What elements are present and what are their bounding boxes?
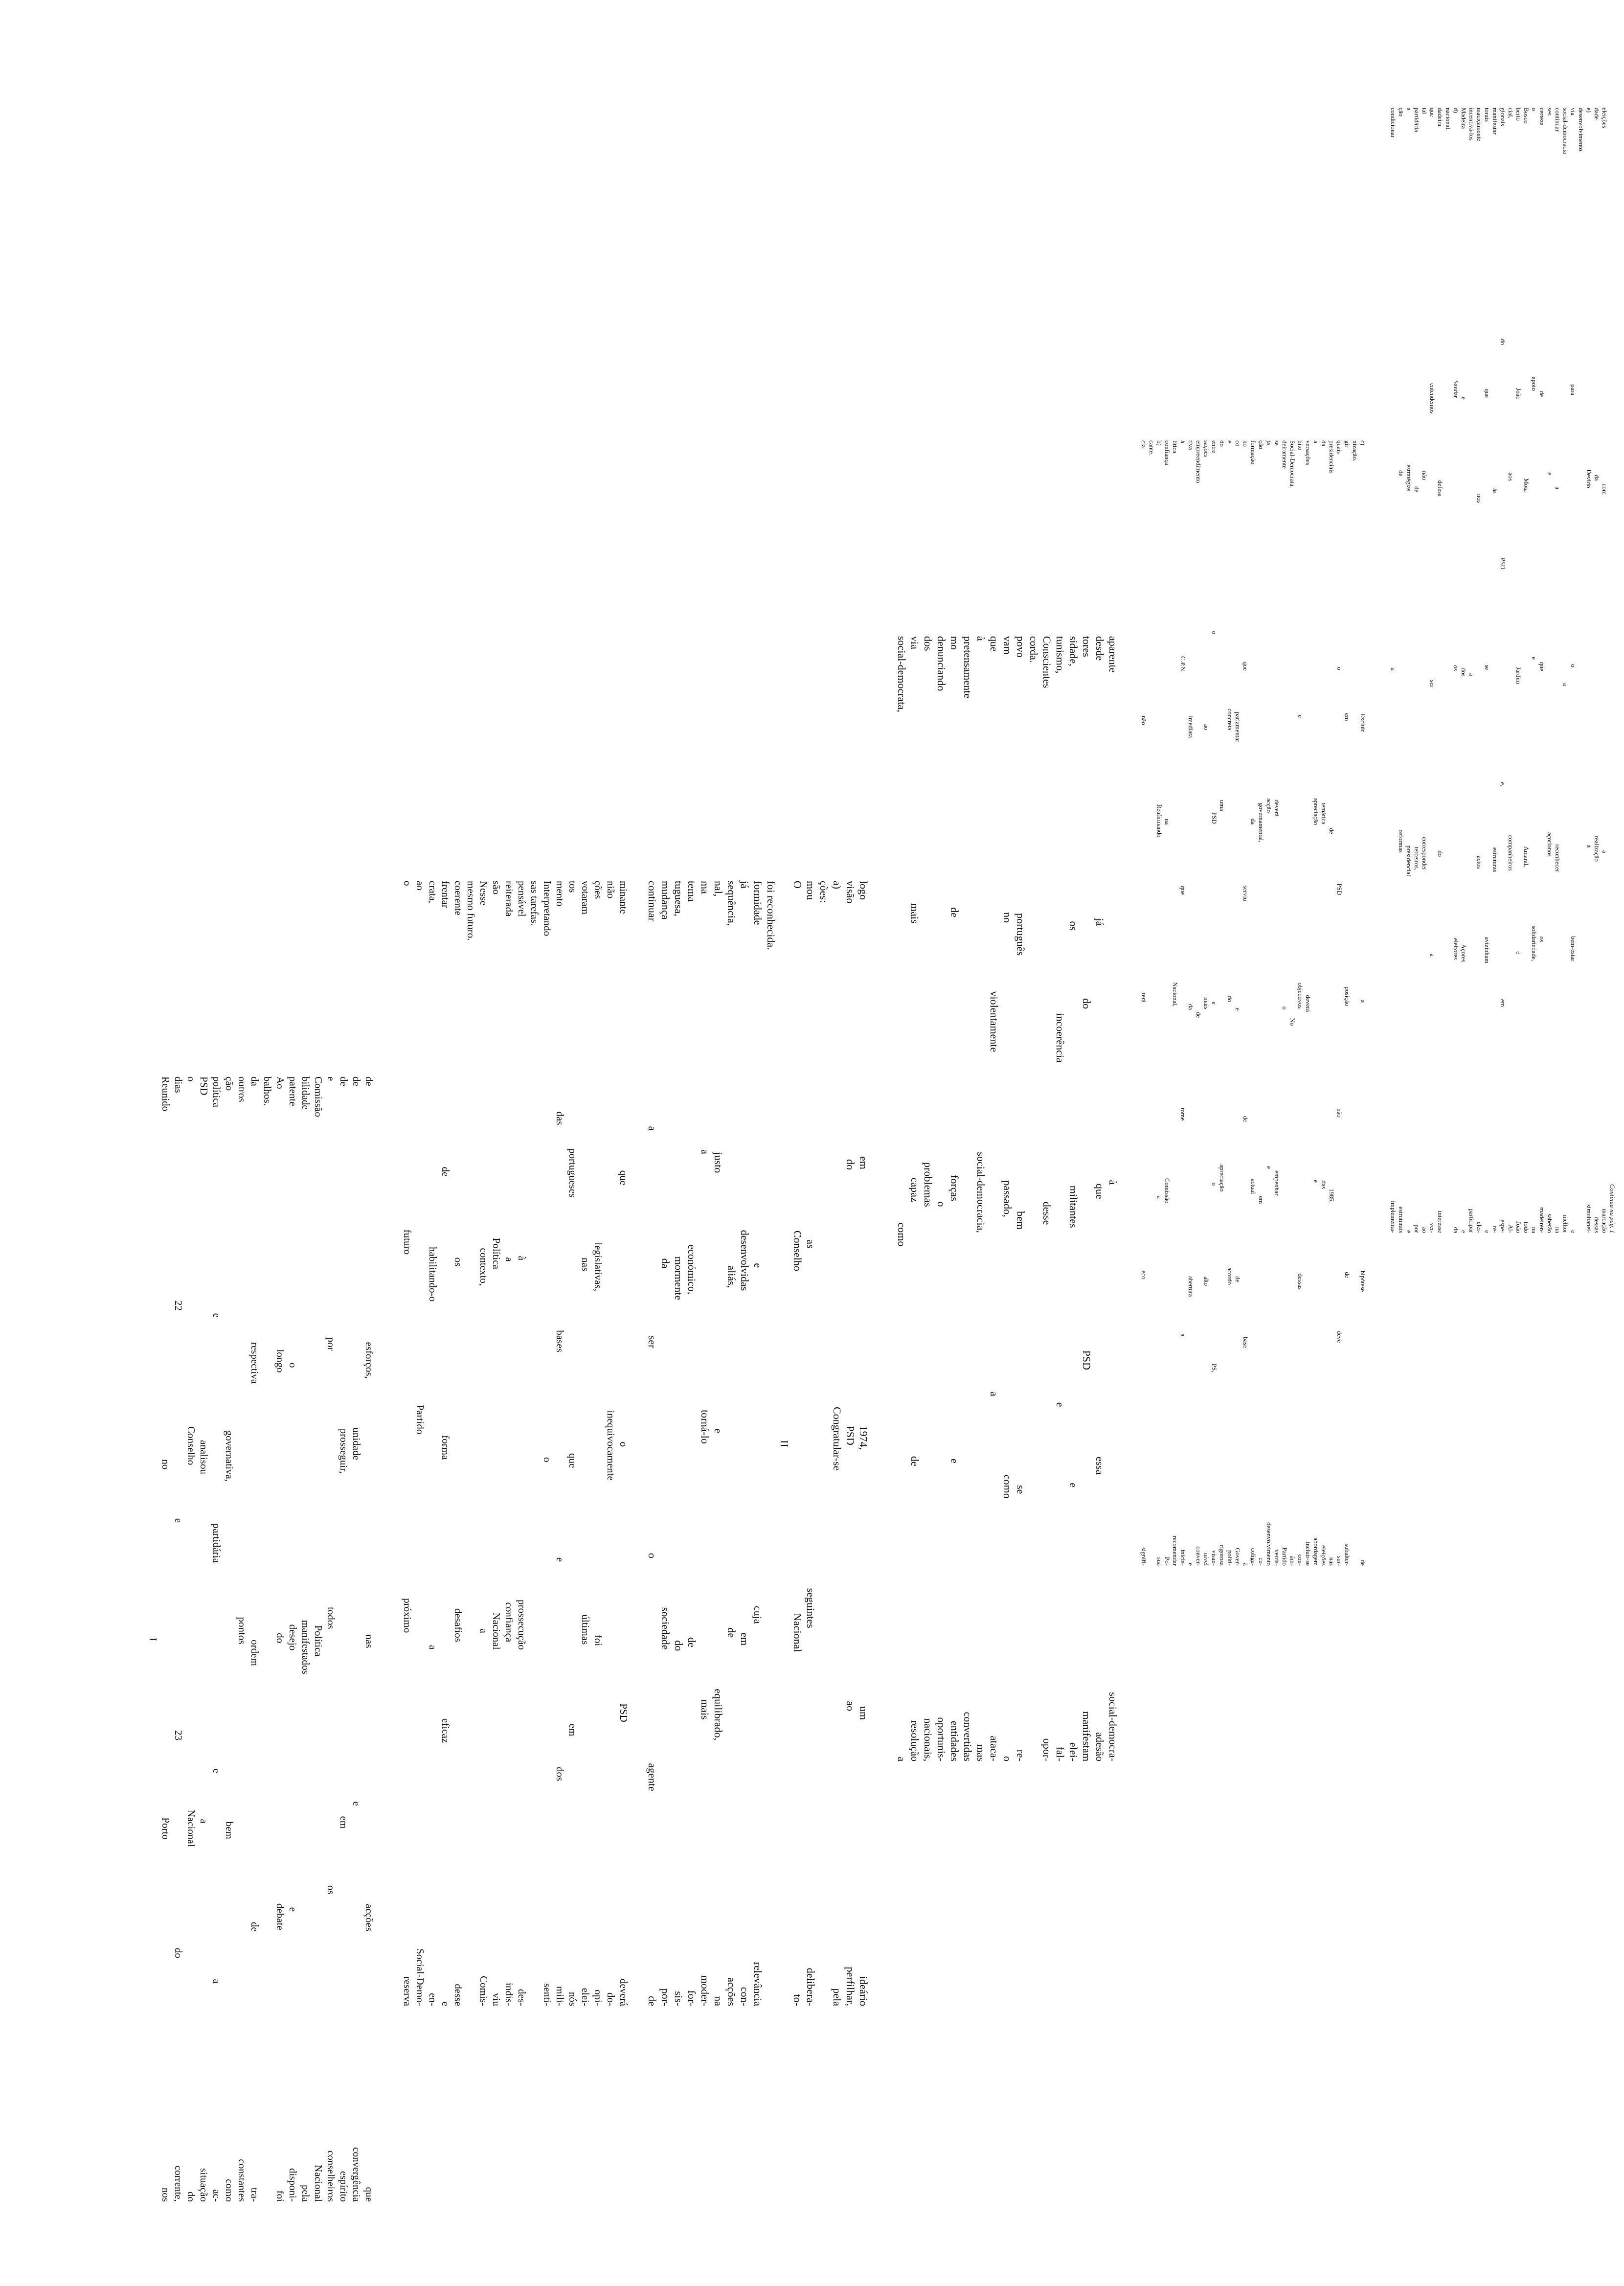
text-line: logo em 1974, um ideário (857, 881, 870, 2006)
text-line: frentar de forma eficaz e (440, 881, 451, 2006)
text-line: gionais do PSD e, em espe- (1499, 108, 1507, 1233)
text-line: continuar a reconhecer na (1554, 108, 1561, 1233)
text-line: minante que o PSD deverá (618, 881, 630, 2006)
text-line: mesmo futuro. (465, 881, 477, 941)
text-line: d) Saudar os eleitores da (1452, 108, 1460, 1233)
text-line: mou as seguintes delibera- (805, 881, 817, 2006)
text-line: de unidade e convergência (351, 1076, 362, 2202)
text-line: balhos. (262, 1076, 273, 1106)
text-line: a apreciação e abordagem (1312, 440, 1320, 1566)
text-line: ção de reformas estruturais (1398, 108, 1405, 1233)
text-line: são Política Nacional viu (491, 881, 502, 2006)
text-column-6 (1389, 108, 1624, 1233)
text-line: mento das bases e dos mili- (554, 881, 566, 2006)
text-line: coerente os desafios desse (452, 881, 464, 2006)
text-line: ção governamental, em cu- (1258, 440, 1265, 1566)
text-line: c) Excluir a hipótese de (1359, 440, 1367, 1566)
text-line: visão do PSD ao perfilhar, (844, 881, 857, 2006)
text-line: b) Reafirmando a sua (1156, 440, 1163, 1566)
text-line: mo de forças e entidades (948, 636, 961, 1761)
text-line: nal, justo e equilibrado, na (712, 881, 724, 2006)
text-line: Conscientes desse opor- (1041, 636, 1053, 1761)
text-line: desde já que essa adesão (1094, 636, 1106, 1761)
text-line: dadeira defesa do interesse (1437, 108, 1444, 1233)
text-line: ção governativa, bem como (224, 1076, 235, 2202)
text-line: condicionar a implementa- (1390, 108, 1397, 1233)
text-line: da temática das eleições (1320, 440, 1328, 1566)
text-line: Ao longo do debate foi (274, 1076, 286, 2202)
text-line: tema económico, de for- (686, 881, 698, 2006)
text-line: via para o bem-estar e (1570, 108, 1577, 1233)
text-line: à social-democracia, mas (975, 636, 987, 1761)
text-line: o Conselho Nacional do (185, 1076, 197, 2202)
text-line: formação da actual coliga- (1250, 440, 1257, 1566)
text-line: quais o PSD não deve sur- (1336, 440, 1343, 1566)
text-line: versações deverá incluir-se (1305, 440, 1312, 1566)
text-line: a) Congratular-se pela (831, 881, 843, 2006)
text-line: ma a torná-lo mais moder- (699, 881, 711, 2006)
text-line: povo português bem se re- (1015, 636, 1027, 1761)
text-column-5 (1140, 440, 1375, 1566)
text-line: certeza de que os madeiren- (1538, 108, 1546, 1233)
text-line: outros pontos constantes (236, 1076, 248, 2202)
text-line: Bosco Mota Amaral, todo (1523, 108, 1530, 1233)
text-line: empreendimento de conver- (1195, 440, 1202, 1566)
text-line: o apoio e solidariedade, na (1531, 108, 1538, 1233)
text-line: a estratégias presidencial e (1405, 108, 1413, 1233)
text-line: torais que se avizinham e (1484, 108, 1491, 1233)
text-column-1 (147, 1076, 382, 2202)
text-line: Comissão Política Nacional (313, 1076, 324, 2202)
text-line: maciçamente nos actos elei- (1476, 108, 1483, 1233)
text-line: PSD analisou a situação (198, 1076, 210, 2202)
text-line: tunismo, incoerência e fal- (1054, 636, 1066, 1761)
text-column-4 (895, 636, 1130, 1761)
text-line: dos problemas nacionais, (922, 636, 934, 1761)
text-column-2 (401, 881, 636, 2006)
text-line: tal não corresponder ao (1421, 108, 1428, 1233)
text-line: pretensamente convertidas (962, 636, 974, 1761)
text-line: ções: (818, 881, 830, 903)
text-line: que violentamente a ataca- (988, 636, 1000, 1761)
text-line: manifestar às estruturas re- (1491, 108, 1499, 1233)
text-line: berto João Jardim e João (1515, 108, 1522, 1233)
text-line: que entendemos ser a ver- (1429, 108, 1436, 1233)
text-line: do uma apreciação rigorosa (1218, 440, 1226, 1566)
text-line: co parlamentar e de Gover- (1234, 440, 1241, 1566)
text-line: e por todos os conselheiros (325, 1076, 337, 2202)
text-line: tuguesa, mormente do sis- (673, 881, 685, 2006)
text-line: já desenvolvidas em con- (739, 881, 751, 2006)
text-line: reiterada a confiança indis- (503, 881, 515, 2006)
text-line: gir em posição de subalter- (1344, 440, 1351, 1566)
text-line: bito e objectivos dessas con- (1297, 440, 1304, 1566)
text-line: ses e açorianos saberão (1546, 108, 1554, 1233)
text-line: social-democracia a melhor (1562, 108, 1569, 1233)
text-line: e concreta do acordo políti- (1226, 440, 1234, 1566)
text-line: aparente à social-democra- (1107, 636, 1119, 1761)
text-line: corda. (1028, 636, 1040, 663)
text-line: lítica Nacional, recomendar (1172, 440, 1179, 1566)
text-line: da respectiva ordem de tra- (249, 1076, 261, 2202)
text-line: nacional. (1444, 108, 1452, 131)
text-line: Interpretando o senti- (541, 881, 553, 2006)
text-line: ao Partido Social-Demo- (414, 881, 426, 2006)
text-line: bilidade manifestados pela (300, 1076, 312, 2202)
text-line: ja acção e desenvolvimento (1265, 440, 1273, 1566)
text-line: formidade e cuja relevância (752, 881, 764, 2006)
text-line: pensável à prossecução des- (516, 881, 528, 2006)
text-line: deiramente o Partido (1281, 440, 1288, 1566)
text-line: sações ao mais alto nível (1203, 440, 1210, 1566)
text-line: vam no passado, como o (1001, 636, 1014, 1761)
text-line: continuar a ser o agente de (646, 881, 658, 2006)
text-line: de prosseguir, em espírito (338, 1076, 350, 2202)
text-line: ções legislativas, foi opi- (592, 881, 604, 2006)
text-line: incentivá-los a participar (1468, 108, 1475, 1233)
text-line: confiança na Comissão Po- (1164, 440, 1171, 1566)
text-line: Social-Democrata. No âm- (1289, 440, 1296, 1566)
text-line: via mais capaz de resolução (909, 636, 921, 1761)
text-line: sidade, os militantes e elei- (1067, 636, 1080, 1761)
text-line: de esforços, nas acções que (363, 1076, 375, 2202)
text-line: crata, habilitando-o a en- (427, 881, 439, 2006)
continuation-note: Continua na pág. 1 (1609, 1184, 1616, 1233)
section-heading: I (147, 1637, 159, 1641)
text-line: no que serviu de base à (1242, 440, 1249, 1566)
text-line: foi reconhecida. (765, 881, 777, 950)
text-line: dade da realização dessas (1593, 108, 1601, 1233)
text-line: e) Devido à simultanei- (1585, 108, 1593, 1233)
text-line: cante. (1148, 440, 1155, 456)
text-line: sequência, aliás, de acções (725, 881, 738, 2006)
text-line: política e partidária e a ac- (211, 1076, 223, 2202)
text-line: presidenciais de 1985, nas (1328, 440, 1335, 1566)
text-line: Reunido no Porto nos (160, 1076, 172, 2202)
text-line: votaram nas últimas elei- (580, 881, 591, 2006)
text-line: dias 22 e 23 do corrente, (173, 1076, 184, 2202)
text-line: eleições com a marcação (1601, 108, 1608, 1233)
text-line: desenvolvimento. (1578, 108, 1585, 153)
text-line: Madeira e dos Açores e (1460, 108, 1467, 1233)
text-line: nião inequivocamente do- (605, 881, 617, 2006)
text-line: social-democrata, como a (896, 636, 908, 1761)
text-line: mudança da sociedade por- (659, 881, 672, 2006)
text-line: Nesse contexto, a Comis- (478, 881, 490, 2006)
text-line: denunciando o oportunis- (935, 636, 947, 1761)
text-line: nização. (1352, 440, 1359, 461)
text-line: partidária de terceiros, por (1413, 108, 1421, 1233)
text-line: cial, aos companheiros Al- (1507, 108, 1514, 1233)
text-line: tores do PSD manifestam (1081, 636, 1093, 1761)
text-line: se deverá empenhar verda- (1273, 440, 1281, 1566)
text-line: entre o PSD e o PS, visan- (1211, 440, 1218, 1566)
text-line: à C.P.N. que tome a inicia- (1179, 440, 1187, 1566)
text-line: o futuro próximo reserva (402, 881, 413, 2006)
text-line: patente o desejo e disponi- (287, 1076, 299, 2202)
text-column-3 (646, 881, 880, 2006)
text-line: cia não terá eco signifi- (1140, 440, 1148, 1566)
section-heading: II (778, 1440, 790, 1447)
text-line: O Conselho Nacional to- (791, 881, 804, 2006)
text-line: tos portugueses que em nós (567, 881, 579, 2006)
text-line: sas tarefas. (529, 881, 541, 926)
text-line: tiva imediata da abertura e (1187, 440, 1195, 1566)
